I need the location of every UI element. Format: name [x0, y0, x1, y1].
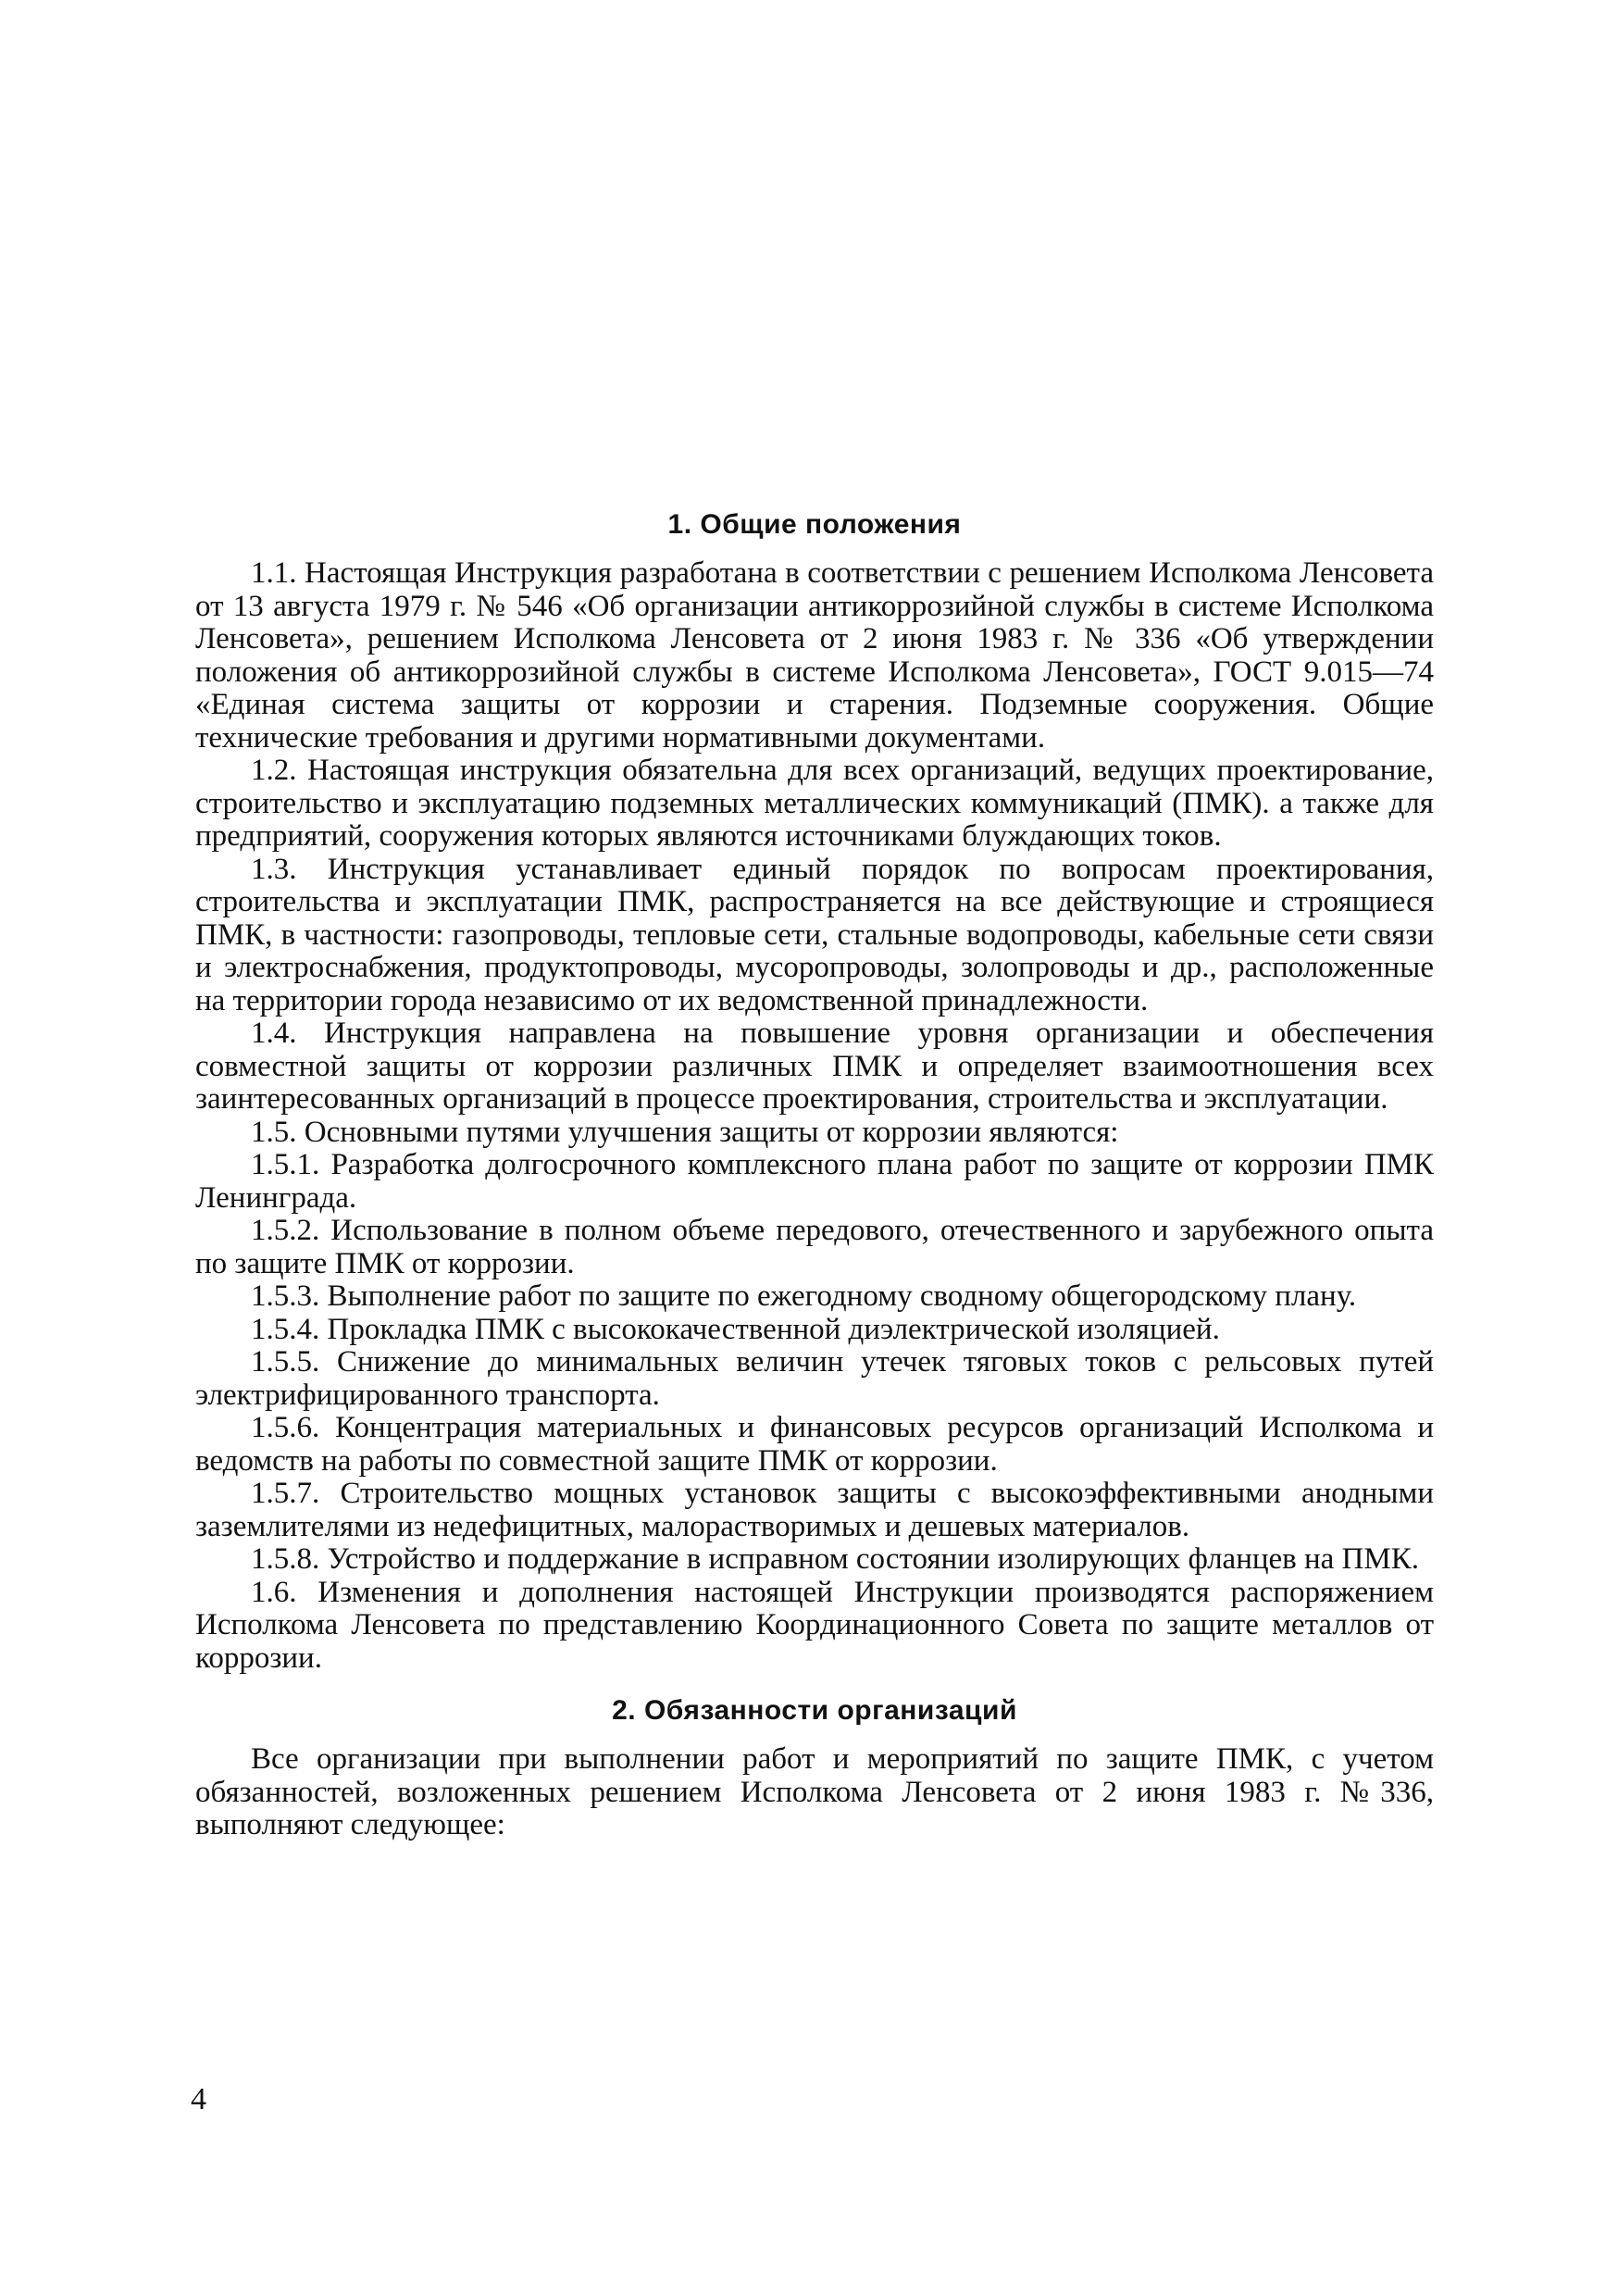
paragraph-1-4: 1.4. Инструкция направлена на повышение уровня организации и обеспечения совместной защиты от коррозии различных ПМК и определяет взаимоотношения всех заинтересованных организаций в процессе проектирования, строительства и эксплуатации.	[195, 1017, 1434, 1116]
paragraph-1-2: 1.2. Настоящая инструкция обязательна для всех организаций, ведущих проектирование, строительство и эксплуатацию подземных металлических коммуникаций (ПМК). а также для предприятий, сооружения которых являются источниками блуждающих токов.	[195, 754, 1434, 853]
paragraph-1-5-5: 1.5.5. Снижение до минимальных величин утечек тяговых токов с рельсовых путей электрифицированного транспорта.	[195, 1345, 1434, 1412]
paragraph-1-5-1: 1.5.1. Разработка долгосрочного комплексного плана работ по защите от коррозии ПМК Ленинграда.	[195, 1148, 1434, 1215]
paragraph-1-5-7: 1.5.7. Строительство мощных установок защиты с высокоэффективными анодными заземлителями из недефицитных, малорастворимых и дешевых материалов.	[195, 1477, 1434, 1543]
paragraph-1-1: 1.1. Настоящая Инструкция разработана в соответствии с решением Исполкома Ленсовета от 13 августа 1979 г. № 546 «Об организации антикоррозийной службы в системе Исполкома Ленсовета», решением Исполкома Ленсовета от 2 июня 1983 г. № 336 «Об утверждении положения об антикоррозийной службы в системе Исполкома Ленсовета», ГОСТ 9.015—74 «Единая система защиты от коррозии и старения. Подземные сооружения. Общие технические требования и другими нормативными документами.	[195, 556, 1434, 755]
paragraph-1-5-6: 1.5.6. Концентрация материальных и финансовых ресурсов организаций Исполкома и ведомств на работы по совместной защите ПМК от коррозии.	[195, 1411, 1434, 1478]
paragraph-2-intro: Все организации при выполнении работ и мероприятий по защите ПМК, с учетом обязанностей, возложенных решением Исполкома Ленсовета от 2 июня 1983 г. №336, выполняют следующее:	[195, 1742, 1434, 1841]
paragraph-1-5-2: 1.5.2. Использование в полном объеме передового, отечественного и зарубежного опыта по защите ПМК от коррозии.	[195, 1214, 1434, 1280]
paragraph-1-5-8: 1.5.8. Устройство и поддержание в исправном состоянии изолирующих фланцев на ПМК.	[251, 1542, 1419, 1576]
paragraph-1-5-4: 1.5.4. Прокладка ПМК с высококачественной диэлектрической изоляцией.	[251, 1312, 1220, 1346]
paragraph-1-5: 1.5. Основными путями улучшения защиты от коррозии являются:	[251, 1115, 1119, 1149]
paragraph-1-6: 1.6. Изменения и дополнения настоящей Инструкции производятся распоряжением Исполкома Ленсовета по представлению Координационного Совета по защите металлов от коррозии.	[195, 1575, 1434, 1675]
section-1-heading: 1. Общие положения	[667, 509, 962, 540]
page-number: 4	[191, 2082, 206, 2116]
paragraph-1-5-3: 1.5.3. Выполнение работ по защите по ежегодному сводному общегородскому плану.	[251, 1279, 1357, 1313]
paragraph-1-3: 1.3. Инструкция устанавливает единый порядок по вопросам проектирования, строительства и эксплуатации ПМК, распространяется на все действующие и строящиеся ПМК, в частности: газопроводы, тепловые сети, стальные водопроводы, кабельные сети связи и электроснабжения, продуктопроводы, мусоропроводы, золопроводы и др., расположенные на территории города независимо от их ведомственной принадлежности.	[195, 852, 1434, 1017]
page-content	[195, 507, 1434, 1842]
section-2-heading: 2. Обязанности организаций	[612, 1695, 1017, 1726]
